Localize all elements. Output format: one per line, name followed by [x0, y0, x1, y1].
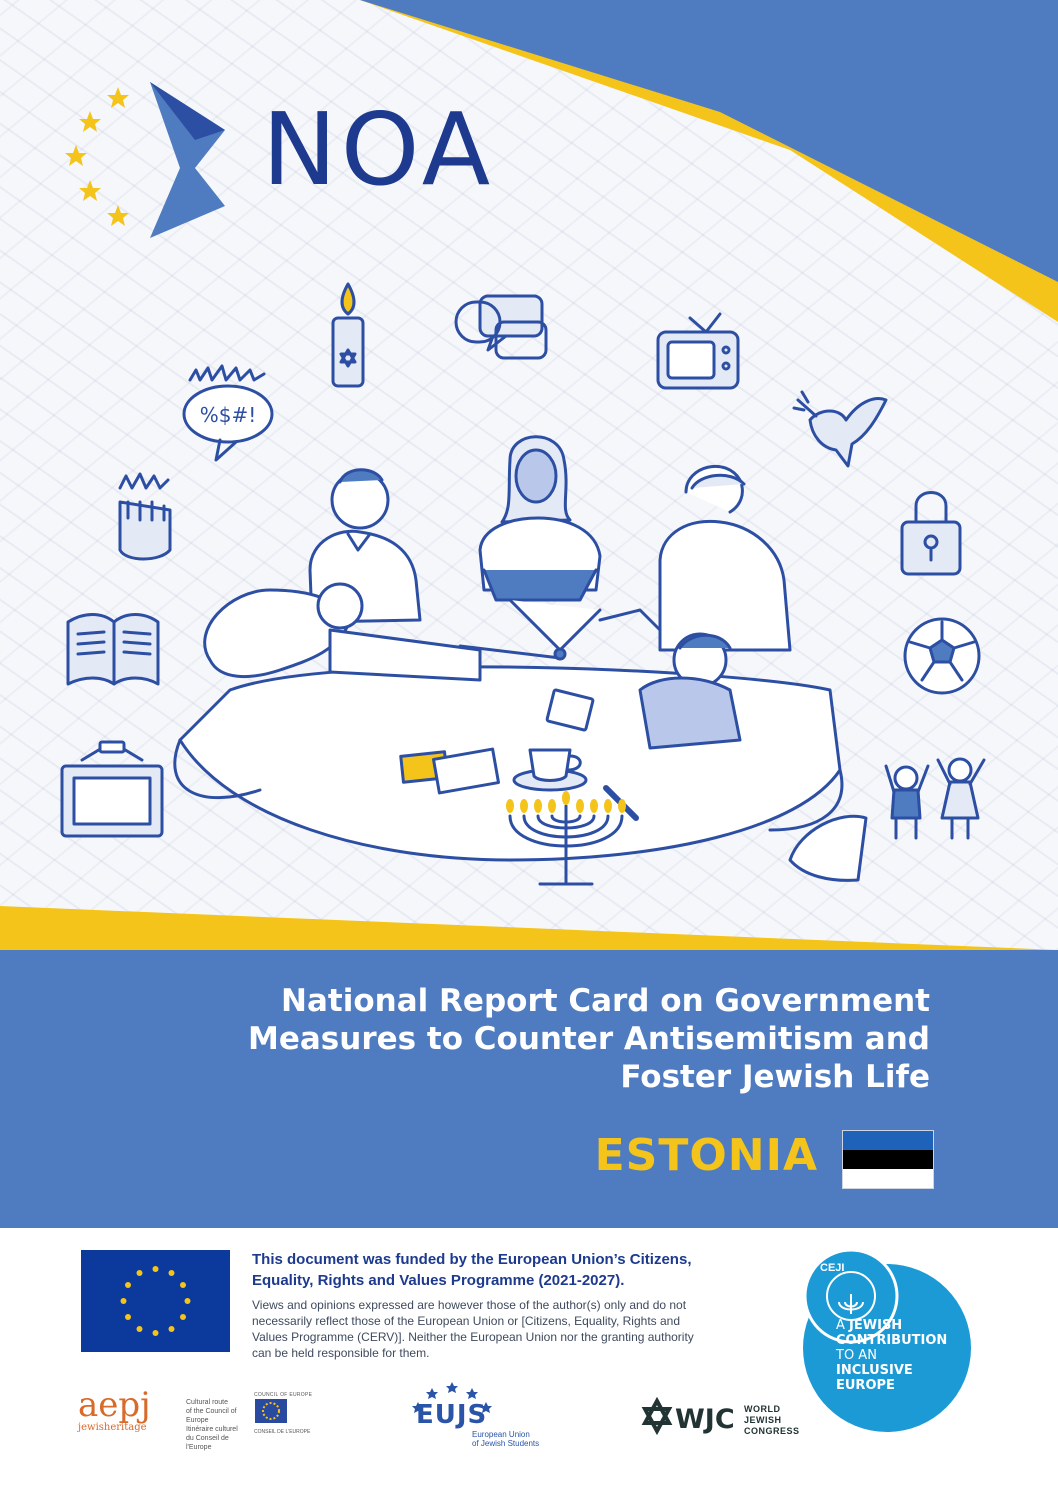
ceji-mark: CEJI [820, 1262, 845, 1274]
council-of-europe-logo: COUNCIL OF EUROPE CONSEIL DE L'EUROPE [254, 1392, 313, 1435]
wjc-label: WORLD JEWISH CONGRESS [744, 1404, 800, 1436]
eu-flag-icon [81, 1250, 230, 1352]
soccer-ball-icon [905, 619, 979, 693]
disclaimer-line-4: can be held responsible for them. [252, 1346, 430, 1360]
man-right [660, 466, 790, 650]
disclaimer [252, 1297, 792, 1361]
noa-chevron-icon [150, 82, 225, 238]
ceji-line-1-bold: JEWISH [849, 1318, 903, 1333]
funding-line-2: Equality, Rights and Values Programme (2021-2027). [252, 1272, 625, 1289]
aepj-wordmark: aepj [78, 1385, 151, 1425]
fist-icon [120, 474, 170, 559]
ceji-line-2: CONTRIBUTION [836, 1333, 948, 1348]
title-line-1: National Report Card on Government [281, 983, 930, 1019]
wjc-wordmark: WJC [675, 1404, 735, 1435]
aepj-subtitle: jewisheritage [78, 1422, 147, 1433]
yahrzeit-candle-icon [333, 284, 363, 386]
menorah-icon [506, 791, 626, 884]
eujs-wordmark: EUJS [416, 1400, 488, 1430]
dove-with-olive-branch-icon [794, 392, 886, 466]
person-front-right [640, 634, 740, 748]
conversation-bubbles-icon [456, 296, 546, 358]
joined-hands [460, 600, 660, 659]
noa-wordmark: NOA [262, 91, 495, 208]
cultural-route-label: Cultural route of the Council of Europe Itinéraire culturel du Conseil de l'Europe [186, 1399, 238, 1451]
open-book-icon [68, 615, 158, 685]
wjc-logo [641, 1397, 741, 1442]
padlock-icon [902, 493, 960, 575]
disclaimer-line-2: necessarily reflect those of the European Union or [Citizens, Equality, Rights and [252, 1314, 681, 1328]
council-of-europe-icon [254, 1398, 288, 1424]
wjc-star-icon [641, 1397, 741, 1437]
title-line-2: Measures to Counter Antisemitism and [248, 1021, 930, 1057]
children-playing-icon [886, 759, 984, 838]
woman-center [480, 437, 600, 600]
funding-statement [252, 1249, 792, 1361]
eu-stars-icon [65, 87, 129, 226]
title-line-3: Foster Jewish Life [620, 1059, 930, 1095]
ceji-line-4: INCLUSIVE [836, 1363, 913, 1378]
swear-symbols: %$#! [199, 403, 257, 427]
picture-frame-icon [62, 742, 162, 836]
ceji-tagline [836, 1318, 947, 1393]
report-title [170, 982, 930, 1096]
estonia-flag-icon [842, 1130, 934, 1189]
ceji-line-1: A [836, 1318, 845, 1333]
country-name: ESTONIA [594, 1130, 818, 1181]
woman-left-long-hair [205, 584, 480, 680]
round-table [175, 667, 842, 860]
aepj-logo [78, 1385, 151, 1433]
disclaimer-line-1: Views and opinions expressed are however those of the author(s) only and do not [252, 1298, 687, 1312]
television-icon [658, 314, 738, 388]
disclaimer-line-3: Values Programme (CERV)]. Neither the European Union nor the granting authority [252, 1330, 694, 1344]
eujs-subtitle: European Union of Jewish Students [472, 1430, 540, 1448]
ceji-line-5: EUROPE [836, 1378, 895, 1393]
ceji-line-3: TO AN [836, 1348, 877, 1363]
community-illustration [40, 270, 1030, 930]
funding-line-1: This document was funded by the European Union’s Citizens, [252, 1251, 692, 1268]
